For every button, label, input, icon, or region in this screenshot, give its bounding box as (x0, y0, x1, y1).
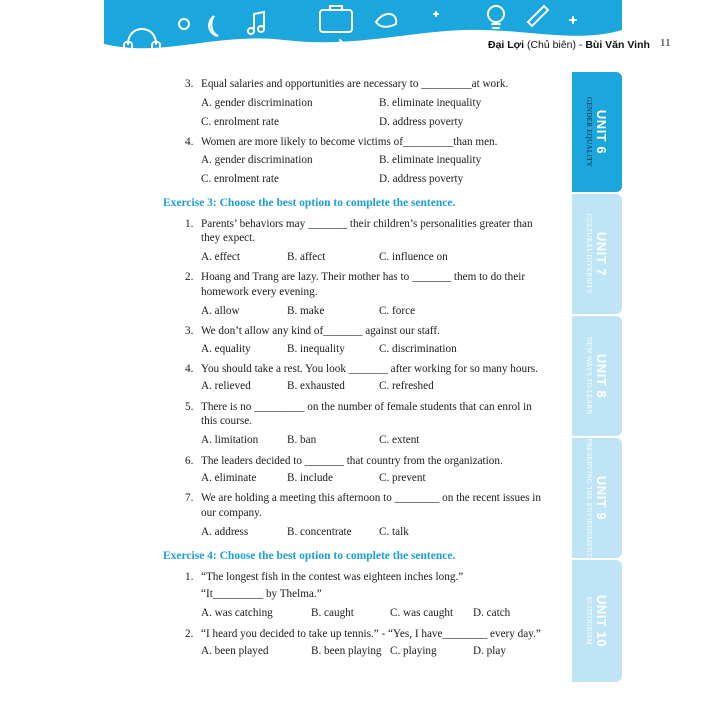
question-text-continued: homework every evening. (201, 286, 318, 298)
question-text: Equal salaries and opportunities are necessary to _________at work. (201, 78, 509, 90)
author-credit (488, 39, 650, 51)
option: D. play (473, 645, 506, 657)
option: B. caught (311, 607, 354, 619)
tab-unit-subtitle: NEW WAYS TO LEARN (585, 337, 593, 415)
option: C. playing (390, 645, 437, 657)
author-role: (Chủ biên) - (524, 39, 586, 51)
question-text-continued: they expect. (201, 232, 256, 244)
option: C. talk (379, 526, 409, 538)
tab-unit-6[interactable] (572, 72, 622, 192)
option: B. affect (287, 251, 326, 263)
option: B. concentrate (287, 526, 352, 538)
question-text: You should take a rest. You look _______ after working for so many hours. (201, 363, 538, 375)
option: A. allow (201, 305, 240, 317)
option: A. relieved (201, 380, 251, 392)
unit-tabs (572, 72, 622, 682)
option: D. address poverty (379, 173, 464, 185)
question-number: 1. (185, 218, 194, 230)
tab-unit-label: UNIT 6 (594, 109, 609, 155)
question-text: “The longest fish in the contest was eighteen inches long.” (201, 571, 464, 583)
question-text-continued: our company. (201, 507, 262, 519)
question-text: We are holding a meeting this afternoon to ________ on the recent issues in (201, 492, 541, 504)
question-text: We don’t allow any kind of_______ against our staff. (201, 325, 440, 337)
tab-unit-label: UNIT 10 (594, 595, 609, 647)
option: C. discrimination (379, 343, 457, 355)
exercise-4-title: Exercise 4: Choose the best option to complete the sentence. (163, 550, 456, 562)
question-number: 7. (185, 492, 194, 504)
option: C. was caught (390, 607, 454, 619)
option: B. make (287, 305, 325, 317)
option: D. catch (473, 607, 511, 619)
question-text: The leaders decided to _______ that country from the organization. (201, 455, 503, 467)
question-number: 4. (185, 363, 194, 375)
coauthor-name: Bùi Văn Vinh (585, 39, 650, 51)
exercise-3-title: Exercise 3: Choose the best option to complete the sentence. (163, 197, 456, 209)
option: C. enrolment rate (201, 173, 279, 185)
tab-unit-subtitle: GENDER EQUALITY (585, 96, 593, 168)
option: A. address (201, 526, 249, 538)
page-header (104, 0, 671, 66)
option: A. been played (201, 645, 269, 657)
option: B. ban (287, 434, 317, 446)
tab-unit-9[interactable] (572, 438, 622, 558)
page-number: 11 (660, 37, 671, 49)
option: A. equality (201, 343, 251, 355)
option: D. address poverty (379, 116, 464, 128)
question-text: Parents’ behaviors may _______ their children’s personalities greater than (201, 218, 533, 230)
option: A. effect (201, 251, 240, 263)
question-number: 3. (185, 78, 194, 90)
option: C. extent (379, 434, 420, 446)
question-number: 3. (185, 325, 194, 337)
question-number: 2. (185, 271, 194, 283)
question-text: “I heard you decided to take up tennis.” - “Yes, I have________ every day.” (201, 628, 541, 640)
option: C. prevent (379, 472, 426, 484)
option: B. include (287, 472, 333, 484)
question-text-continued: this course. (201, 415, 252, 427)
option: A. was catching (201, 607, 273, 619)
tab-unit-subtitle: CULTURAL DIVERSITY (585, 213, 593, 295)
tab-unit-label: UNIT 7 (594, 231, 609, 277)
option: A. limitation (201, 434, 259, 446)
question-number: 1. (185, 571, 194, 583)
tab-unit-10[interactable] (572, 560, 622, 682)
option: B. inequality (287, 343, 345, 355)
tab-unit-8[interactable] (572, 316, 622, 436)
option: C. force (379, 305, 416, 317)
tab-unit-subtitle: ECOTOURISM (585, 596, 593, 646)
tab-unit-7[interactable] (572, 194, 622, 314)
option: B. eliminate inequality (379, 97, 482, 109)
author-name: Đại Lợi (488, 39, 525, 51)
question-text-continued: “It_________ by Thelma.” (201, 588, 322, 600)
question-text: Women are more likely to become victims of_________than men. (201, 136, 498, 148)
option: C. influence on (379, 251, 448, 263)
option: B. eliminate inequality (379, 154, 482, 166)
tab-unit-label: UNIT 8 (594, 353, 609, 399)
question-number: 5. (185, 401, 194, 413)
option: C. refreshed (379, 380, 434, 392)
option: A. gender discrimination (201, 154, 313, 166)
tab-unit-subtitle: PRESERVING THE ENVIRONMENT (585, 438, 593, 558)
question-number: 4. (185, 136, 194, 148)
option: C. enrolment rate (201, 116, 279, 128)
option: B. exhausted (287, 380, 345, 392)
header-doodles (104, 0, 622, 66)
question-text: There is no _________ on the number of female students that can enrol in (201, 401, 532, 413)
question-number: 2. (185, 628, 194, 640)
option: A. eliminate (201, 472, 257, 484)
question-text: Hoang and Trang are lazy. Their mother has to _______ them to do their (201, 271, 526, 283)
tab-unit-label: UNIT 9 (594, 475, 609, 521)
option: B. been playing (311, 645, 382, 657)
option: A. gender discrimination (201, 97, 313, 109)
question-number: 6. (185, 455, 194, 467)
